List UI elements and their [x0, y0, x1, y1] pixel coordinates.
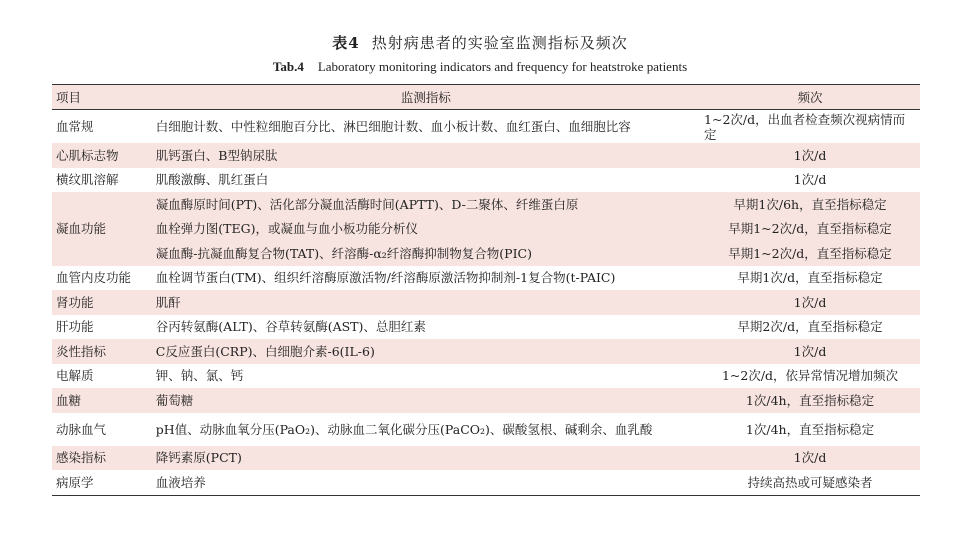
table-row [52, 110, 920, 144]
row-indicator: 肌钙蛋白、B型钠尿肽 [152, 143, 700, 168]
row-item: 横纹肌溶解 [52, 168, 152, 193]
row-indicator: 肌酸激酶、肌红蛋白 [152, 168, 700, 193]
header-item: 项目 [52, 85, 152, 110]
row-frequency: 早期1~2次/d，直至指标稳定 [700, 241, 920, 266]
row-indicator: 凝血酶-抗凝血酶复合物(TAT)、纤溶酶-α₂纤溶酶抑制物复合物(PIC) [152, 241, 700, 266]
row-frequency: 1次/d [700, 143, 920, 168]
table-row [52, 315, 920, 340]
row-frequency: 1次/4h，直至指标稳定 [700, 388, 920, 413]
row-indicator: 血栓调节蛋白(TM)、组织纤溶酶原激活物/纤溶酶原激活物抑制剂-1复合物(t-PAIC) [152, 266, 700, 291]
table-row [52, 143, 920, 168]
row-indicator: C反应蛋白(CRP)、白细胞介素-6(IL-6) [152, 339, 700, 364]
row-item: 血管内皮功能 [52, 266, 152, 291]
table-row [52, 413, 920, 446]
row-indicator: 谷丙转氨酶(ALT)、谷草转氨酶(AST)、总胆红素 [152, 315, 700, 340]
table-row [52, 192, 920, 217]
table-caption-en [0, 59, 960, 75]
row-item: 感染指标 [52, 446, 152, 471]
row-indicator: 血栓弹力图(TEG)，或凝血与血小板功能分析仪 [152, 217, 700, 242]
row-indicator: 降钙素原(PCT) [152, 446, 700, 471]
row-item: 炎性指标 [52, 339, 152, 364]
row-indicator: 肌酐 [152, 290, 700, 315]
row-item: 血糖 [52, 388, 152, 413]
row-frequency: 1次/d [700, 290, 920, 315]
table-row [52, 364, 920, 389]
row-frequency: 1次/d [700, 446, 920, 471]
row-item: 凝血功能 [52, 192, 152, 266]
header-frequency: 频次 [700, 85, 920, 110]
header-indicator: 监测指标 [152, 85, 700, 110]
caption-en-title: Laboratory monitoring indicators and frequency for heatstroke patients [317, 59, 688, 74]
row-item: 电解质 [52, 364, 152, 389]
table-header-row [52, 85, 920, 110]
table-caption-cn [0, 32, 960, 53]
row-item: 血常规 [52, 110, 152, 144]
row-indicator: 葡萄糖 [152, 388, 700, 413]
row-frequency: 早期1次/d，直至指标稳定 [700, 266, 920, 291]
row-item: 动脉血气 [52, 413, 152, 446]
row-indicator: pH值、动脉血氧分压(PaO₂)、动脉血二氧化碳分压(PaCO₂)、碳酸氢根、碱剩余、血乳酸 [152, 413, 700, 446]
row-item: 肾功能 [52, 290, 152, 315]
table-row [52, 339, 920, 364]
row-indicator: 凝血酶原时间(PT)、活化部分凝血活酶时间(APTT)、D-二聚体、纤维蛋白原 [152, 192, 700, 217]
monitoring-table [52, 84, 920, 496]
row-frequency: 1~2次/d，依异常情况增加频次 [700, 364, 920, 389]
table-row [52, 266, 920, 291]
table-row [52, 168, 920, 193]
row-frequency: 早期1~2次/d，直至指标稳定 [700, 217, 920, 242]
row-frequency: 1次/d [700, 168, 920, 193]
row-item: 肝功能 [52, 315, 152, 340]
row-indicator: 钾、钠、氯、钙 [152, 364, 700, 389]
table-row [52, 470, 920, 495]
row-frequency: 1次/4h，直至指标稳定 [700, 413, 920, 446]
row-frequency: 早期1次/6h，直至指标稳定 [700, 192, 920, 217]
row-frequency: 持续高热或可疑感染者 [700, 470, 920, 495]
table-row [52, 446, 920, 471]
row-indicator: 血液培养 [152, 470, 700, 495]
row-frequency: 早期2次/d，直至指标稳定 [700, 315, 920, 340]
caption-cn-title: 热射病患者的实验室监测指标及频次 [371, 34, 628, 52]
caption-en-label: Tab.4 [272, 59, 304, 74]
table-row [52, 241, 920, 266]
caption-cn-label: 表4 [332, 34, 360, 52]
table-row [52, 290, 920, 315]
table-row [52, 388, 920, 413]
row-indicator: 白细胞计数、中性粒细胞百分比、淋巴细胞计数、血小板计数、血红蛋白、血细胞比容 [152, 110, 700, 144]
row-item: 病原学 [52, 470, 152, 495]
table-row [52, 217, 920, 242]
row-item: 心肌标志物 [52, 143, 152, 168]
row-frequency: 1~2次/d，出血者检查频次视病情而定 [700, 110, 920, 144]
row-frequency: 1次/d [700, 339, 920, 364]
